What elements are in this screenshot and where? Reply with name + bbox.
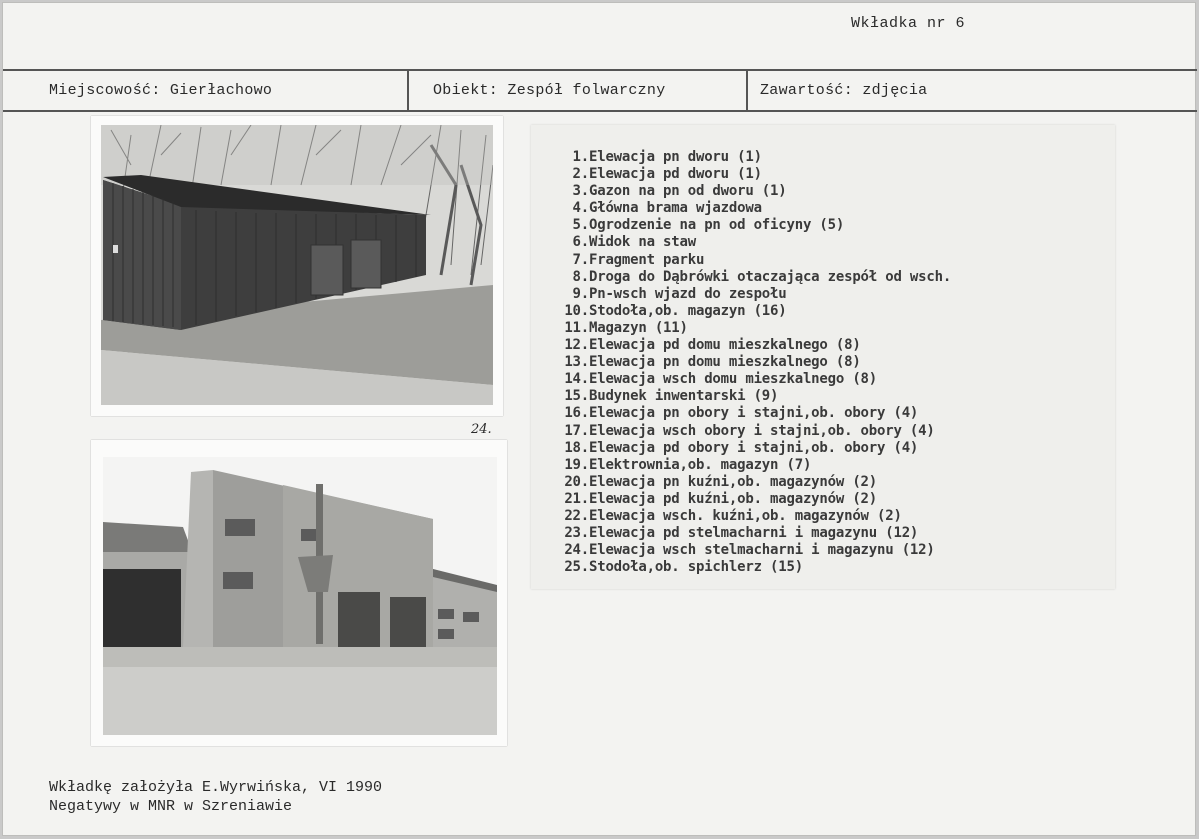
list-item: 25.Stodoła,ob. spichlerz (15)	[564, 559, 803, 576]
list-item: 9.Pn-wsch wjazd do zespołu	[572, 285, 787, 302]
photo-list	[551, 149, 951, 576]
footer-negatives-line: Negatywy w MNR w Szreniawie	[49, 798, 293, 815]
list-item: 10.Stodoła,ob. magazyn (16)	[564, 302, 787, 319]
list-item: 12.Elewacja pd domu mieszkalnego (8)	[564, 337, 861, 354]
list-item: 6.Widok na staw	[572, 234, 696, 251]
photo-power-station	[91, 440, 507, 746]
list-item: 8.Droga do Dąbrówki otaczająca zespół od wsch.	[572, 268, 952, 285]
object-field: Obiekt: Zespół folwarczny	[409, 71, 748, 110]
archive-card	[2, 2, 1196, 836]
list-item: 21.Elewacja pd kuźni,ob. magazynów (2)	[564, 490, 878, 507]
list-item: 7.Fragment parku	[572, 251, 705, 268]
list-item: 15.Budynek inwentarski (9)	[564, 388, 779, 405]
list-item: 14.Elewacja wsch domu mieszkalnego (8)	[564, 371, 878, 388]
list-item: 24.Elewacja wsch stelmacharni i magazynu (12)	[564, 542, 935, 559]
list-item: 4.Główna brama wjazdowa	[572, 200, 762, 217]
header-row	[3, 69, 1197, 112]
list-item: 3.Gazon na pn od dworu (1)	[572, 183, 787, 200]
photo-number: 24.	[471, 422, 492, 437]
list-item: 17.Elewacja wsch obory i stajni,ob. obory (4)	[564, 422, 935, 439]
list-item: 13.Elewacja pn domu mieszkalnego (8)	[564, 354, 861, 371]
list-item: 2.Elewacja pd dworu (1)	[572, 166, 762, 183]
locality-field: Miejscowość: Gierłachowo	[3, 71, 409, 110]
barn-image	[101, 125, 493, 405]
list-item: 20.Elewacja pn kuźni,ob. magazynów (2)	[564, 473, 878, 490]
list-item: 19.Elektrownia,ob. magazyn (7)	[564, 456, 812, 473]
list-item: 18.Elewacja pd obory i stajni,ob. obory (4)	[564, 439, 919, 456]
photo-barn	[91, 116, 503, 416]
list-item: 11.Magazyn (11)	[564, 319, 688, 336]
footer-author-line: Wkładkę założyła E.Wyrwińska, VI 1990	[49, 779, 383, 796]
list-item: 23.Elewacja pd stelmacharni i magazynu (12)	[564, 525, 919, 542]
contents-field: Zawartość: zdjęcia	[760, 82, 928, 99]
power-station-image	[103, 457, 497, 735]
list-item: 1.Elewacja pn dworu (1)	[572, 149, 762, 165]
footer-note	[49, 778, 382, 816]
list-item: 5.Ogrodzenie na pn od oficyny (5)	[572, 217, 845, 234]
list-item: 16.Elewacja pn obory i stajni,ob. obory (4)	[564, 405, 919, 422]
list-item: 22.Elewacja wsch. kuźni,ob. magazynów (2)	[564, 507, 902, 524]
insert-number: Wkładka nr 6	[851, 15, 966, 32]
